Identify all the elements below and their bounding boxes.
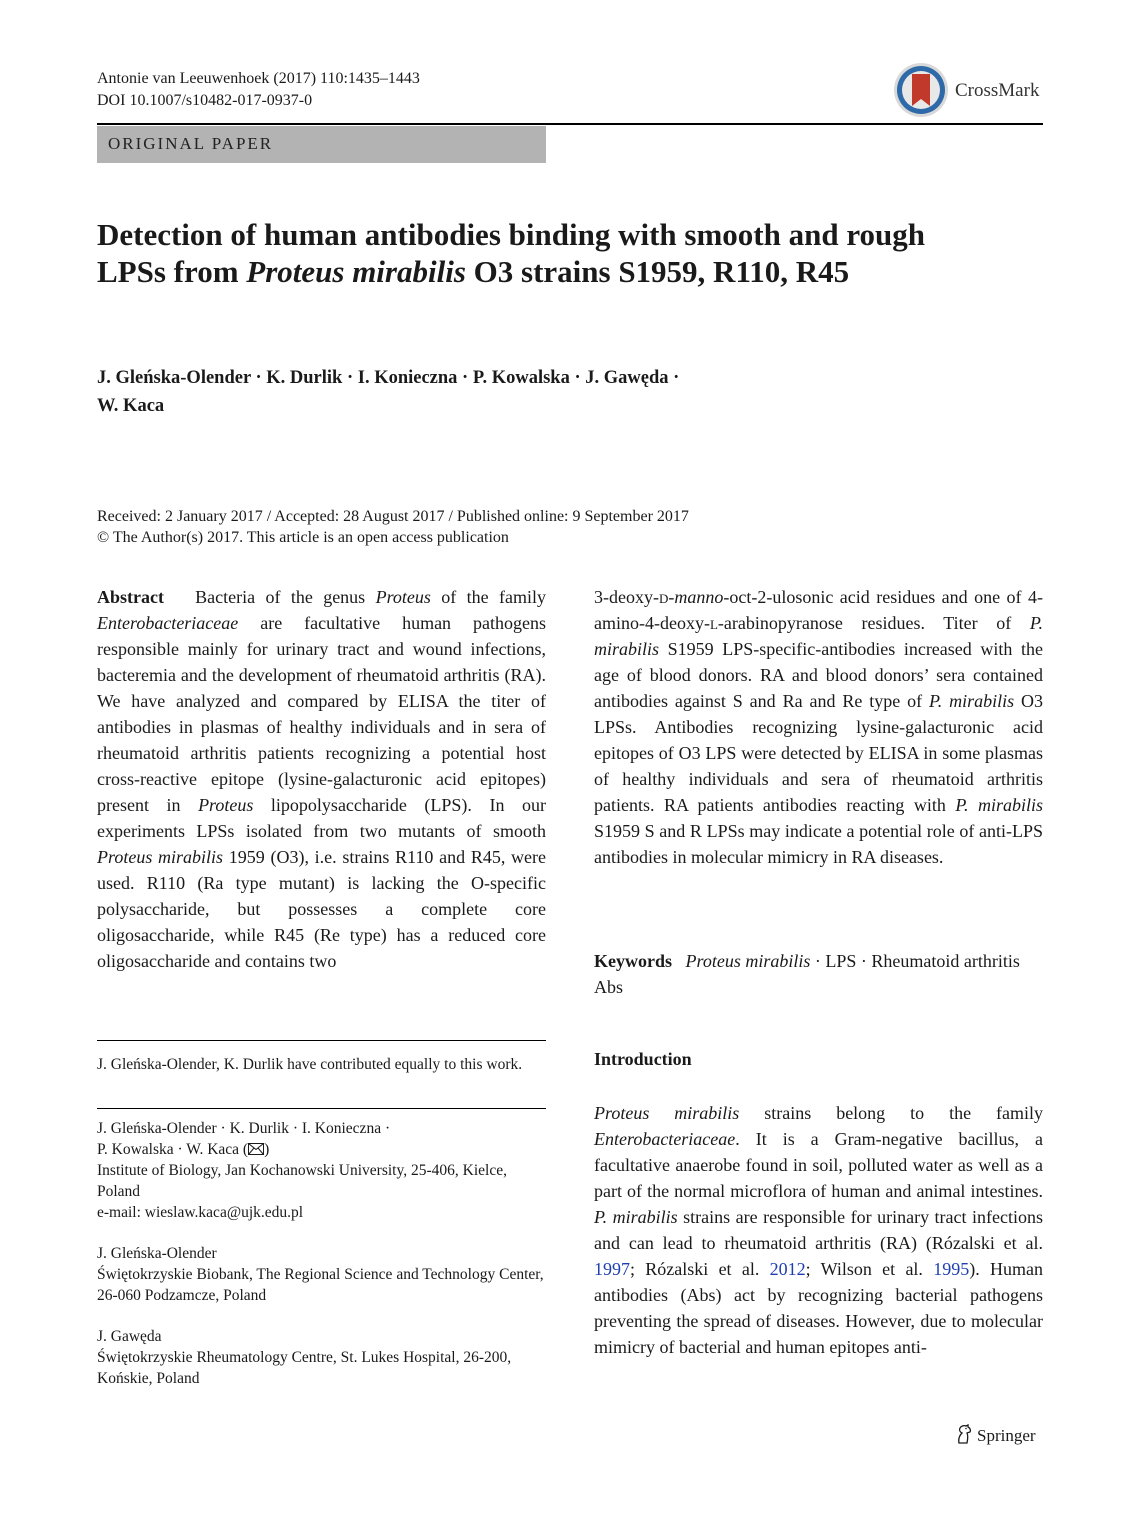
intro-italic: P. mirabilis: [594, 1207, 678, 1227]
abstract-text: 3-deoxy-: [594, 587, 659, 607]
affiliation-institution: Świętokrzyskie Rheumatology Centre, St. Lukes Hospital, 26-200, Końskie, Poland: [97, 1349, 512, 1387]
copyright: © The Author(s) 2017. This article is an open access publication: [97, 529, 509, 546]
author-list: [97, 364, 857, 420]
abstract-left-column: [97, 584, 546, 974]
abstract-italic: P. mirabilis: [929, 691, 1015, 711]
abstract-italic: Enterobacteriaceae: [97, 613, 239, 633]
title-species: Proteus mirabilis: [246, 254, 466, 289]
article-history: [97, 506, 997, 548]
affiliation-names: J. Gleńska-Olender: [97, 1245, 217, 1262]
article-type: ORIGINAL PAPER: [108, 134, 274, 153]
abstract-text: are facultative human pathogens responsible mainly for urinary tract and wound infections, bacteremia and the development of rheumatoid arthritis (RA). We have analyzed and compared by ELISA the titer of antibodies in plasmas of healthy individuals and in sera of rheumatoid arthritis patients recognizing a potential host cross-reactive epitope (lysine-galacturonic acid epitopes) present in: [97, 613, 546, 815]
abstract-smallcaps: l: [709, 613, 718, 633]
intro-text: ; Rózalski et al.: [630, 1259, 770, 1279]
corresponding-email[interactable]: e-mail: wieslaw.kaca@ujk.edu.pl: [97, 1204, 304, 1221]
abstract-italic: Proteus mirabilis: [97, 847, 224, 867]
affiliation-2: [97, 1243, 546, 1306]
introduction-text: [594, 1100, 1043, 1360]
envelope-icon: [248, 1143, 264, 1155]
citation-link[interactable]: 1997: [594, 1259, 630, 1279]
journal-header: [97, 68, 420, 112]
footnote-rule: [97, 1108, 546, 1109]
keywords-label: Keywords: [594, 951, 672, 971]
keyword-species: Proteus mirabilis: [685, 951, 811, 971]
abstract-right-column: [594, 584, 1043, 870]
abstract-smallcaps: d: [658, 587, 669, 607]
keywords-rest: · LPS · Rheumatoid arthritis Abs: [594, 951, 1020, 997]
intro-italic: Enterobacteriaceae: [594, 1129, 736, 1149]
journal-citation: Antonie van Leeuwenhoek (2017) 110:1435–1443: [97, 70, 420, 87]
abstract-text: Bacteria of the genus: [195, 587, 376, 607]
publisher-logo: [955, 1424, 1036, 1446]
abstract-text: O3 LPSs. Antibodies recognizing lysine-galacturonic acid epitopes of O3 LPS were detected by ELISA in some plasmas of healthy individuals and sera of rheumatoid arthritis patients. RA patients antibodies reacting with: [594, 691, 1044, 815]
affiliation-names: P. Kowalska · W. Kaca (: [97, 1141, 249, 1158]
affiliations: [97, 1118, 546, 1409]
crossmark-label: CrossMark: [955, 80, 1040, 101]
title-text-end: O3 strains S1959, R110, R45: [465, 254, 850, 289]
crossmark-logo-icon: [893, 62, 949, 118]
abstract-text: 1959 (O3), i.e. strains R110 and R45, were used. R110 (Ra type mutant) is lacking the O-specific polysaccharide, but possesses a complete core oligosaccharide, while R45 (Re type) has a reduced core oligosaccharide and contains two: [97, 847, 547, 971]
affiliation-1: [97, 1118, 546, 1223]
intro-text: strains belong to the family: [739, 1103, 1043, 1123]
history-dates: Received: 2 January 2017 / Accepted: 28 August 2017 / Published online: 9 September 2017: [97, 508, 689, 525]
affiliation-institution: Świętokrzyskie Biobank, The Regional Science and Technology Center, 26-060 Podzamcze, Poland: [97, 1266, 544, 1304]
doi[interactable]: DOI 10.1007/s10482-017-0937-0: [97, 92, 313, 109]
abstract-italic: Proteus: [375, 587, 431, 607]
intro-italic: Proteus mirabilis: [594, 1103, 740, 1123]
affiliation-names: J. Gawęda: [97, 1328, 162, 1345]
publisher-name: Springer: [977, 1426, 1036, 1445]
intro-text: . It is a Gram-negative bacillus, a facultative anaerobe found in soil, polluted water as well as a part of the normal microflora of human and animal intestines.: [594, 1129, 1043, 1201]
equal-contribution-note: J. Gleńska-Olender, K. Durlik have contributed equally to this work.: [97, 1056, 523, 1073]
keywords: [594, 948, 1043, 1000]
paper-title: [97, 216, 997, 290]
abstract-label: Abstract: [97, 587, 164, 607]
abstract-italic: manno: [674, 587, 724, 607]
abstract-italic: P. mirabilis: [955, 795, 1044, 815]
introduction-heading: Introduction: [594, 1049, 692, 1069]
title-text: Detection of human antibodies binding with smooth and rough LPSs from: [97, 217, 925, 289]
header-rule: [97, 123, 1043, 125]
abstract-text: -arabinopyranose residues. Titer of: [717, 613, 1030, 633]
abstract-italic: Proteus: [198, 795, 254, 815]
abstract-text: S1959 LPS-specific-antibodies increased with the age of blood donors. RA and blood donors’ sera contained antibodies against S and Ra and Re type of: [594, 639, 1043, 711]
abstract-text: -: [668, 587, 675, 607]
abstract-italic: P. mirabilis: [594, 613, 1043, 659]
citation-link[interactable]: 2012: [769, 1259, 806, 1279]
article-type-bar: [97, 126, 546, 163]
affiliation-names-2: [97, 1139, 546, 1160]
affiliation-names: J. Gleńska-Olender · K. Durlik · I. Konieczna ·: [97, 1120, 391, 1137]
citation-link[interactable]: 1995: [933, 1259, 970, 1279]
affiliation-names: ): [264, 1141, 270, 1158]
intro-text: ; Wilson et al.: [805, 1259, 934, 1279]
abstract-text: S1959 S and R LPSs may indicate a potential role of anti-LPS antibodies in molecular mimicry in RA diseases.: [594, 821, 1043, 867]
affiliation-institution: Institute of Biology, Jan Kochanowski University, 25-406, Kielce, Poland: [97, 1162, 507, 1200]
abstract-text: -oct-2-ulosonic acid residues and one of 4-amino-4-deoxy-: [594, 587, 1043, 633]
intro-text: ). Human antibodies (Abs) act by recognizing bacterial pathogens preventing the spread of diseases. However, due to molecular mimicry of bacterial and human epitopes anti-: [594, 1259, 1044, 1357]
abstract-text: lipopolysaccharide (LPS). In our experiments LPSs isolated from two mutants of smooth: [97, 795, 546, 841]
springer-horse-icon: [955, 1424, 973, 1444]
authors-line-1: J. Gleńska-Olender · K. Durlik · I. Konieczna · P. Kowalska · J. Gawęda ·: [97, 368, 680, 388]
authors-line-2: W. Kaca: [97, 396, 165, 416]
abstract-text: of the family: [430, 587, 547, 607]
affiliation-3: [97, 1326, 546, 1389]
footnote-rule: [97, 1040, 546, 1041]
crossmark-badge[interactable]: [893, 62, 1043, 122]
intro-text: strains are responsible for urinary tract infections and can lead to rheumatoid arthritis (RA) (Rózalski et al.: [594, 1207, 1044, 1253]
